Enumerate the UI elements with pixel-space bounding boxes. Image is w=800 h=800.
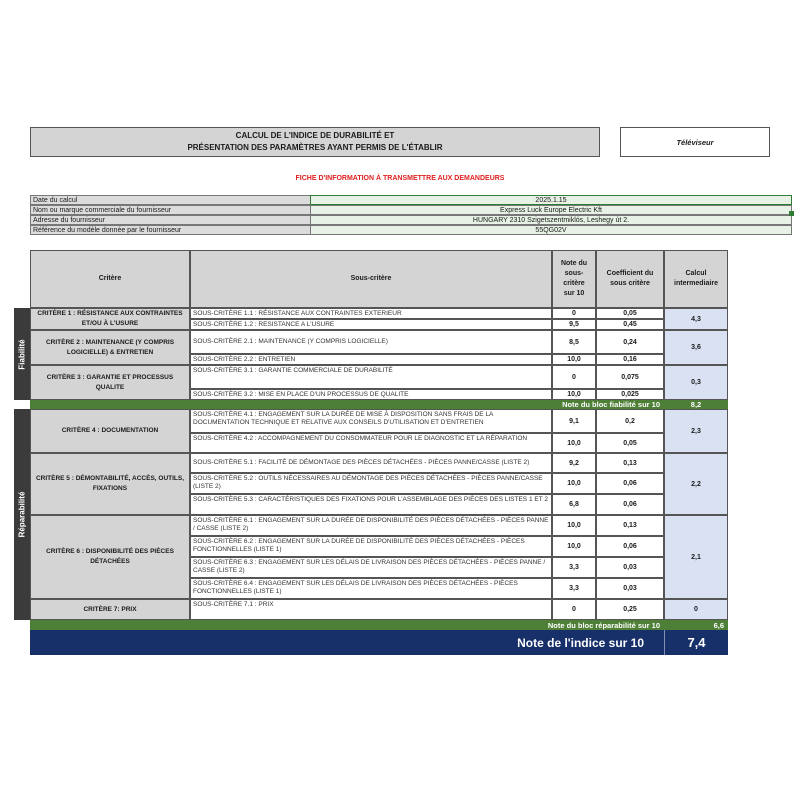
fiche-notice: FICHE D'INFORMATION À TRANSMETTRE AUX DEMANDEURS <box>295 174 505 182</box>
final-score-label: Note de l'indice sur 10 <box>30 630 664 655</box>
calc-criterion-1[interactable]: 4,3 <box>664 308 728 330</box>
header-sous-critere: Sous-critère <box>190 250 552 308</box>
coef-3-2[interactable]: 0,025 <box>596 389 664 400</box>
coef-5-2[interactable]: 0,06 <box>596 473 664 494</box>
info-row-date <box>30 195 792 205</box>
subcriterion-6-4: SOUS-CRITÈRE 6.4 : ENGAGEMENT SUR LES DÉLAIS DE LIVRAISON DES PIÈCES DÉTACHÉES - PIÈCES FONCTIONNELLES (LISTE 1) <box>190 578 552 599</box>
coef-3-1[interactable]: 0,075 <box>596 365 664 389</box>
subcriterion-6-1: SOUS-CRITÈRE 6.1 : ENGAGEMENT SUR LA DURÉE DE DISPONIBILITÉ DES PIÈCES DÉTACHÉES - PIÈCES PANNE / CASSE (LISTE 2) <box>190 515 552 536</box>
info-row-address <box>30 215 792 225</box>
note-4-2[interactable]: 10,0 <box>552 433 596 453</box>
note-3-2[interactable]: 10,0 <box>552 389 596 400</box>
calc-criterion-7[interactable]: 0 <box>664 599 728 620</box>
subcriterion-4-2: SOUS-CRITÈRE 4.2 : ACCOMPAGNEMENT DU CONSOMMATEUR POUR LE DIAGNOSTIC ET LA RÉPARATION <box>190 433 552 453</box>
subcriterion-5-3: SOUS-CRITÈRE 5.3 : CARACTÉRISTIQUES DES FIXATIONS POUR L'ASSEMBLAGE DES PIÈCES DES LISTES 1 ET 2 <box>190 494 552 515</box>
note-6-2[interactable]: 10,0 <box>552 536 596 557</box>
coef-5-3[interactable]: 0,06 <box>596 494 664 515</box>
note-5-3[interactable]: 6,8 <box>552 494 596 515</box>
title-line-2: PRÉSENTATION DES PARAMÈTRES AYANT PERMIS DE L'ÉTABLIR <box>187 143 443 152</box>
coef-2-2[interactable]: 0,16 <box>596 354 664 365</box>
header-coef: Coefficient du sous critère <box>596 250 664 308</box>
note-1-2[interactable]: 9,5 <box>552 319 596 330</box>
reparabilite-total-value[interactable]: 6,6 <box>664 620 728 630</box>
product-type: Téléviseur <box>620 127 770 157</box>
fiabilite-total-label: Note du bloc fiabilité sur 10 <box>30 400 664 409</box>
coef-6-3[interactable]: 0,03 <box>596 557 664 578</box>
calc-criterion-6[interactable]: 2,1 <box>664 515 728 599</box>
subcriterion-5-1: SOUS-CRITÈRE 5.1 : FACILITÉ DE DÉMONTAGE DES PIÈCES DÉTACHÉES - PIÈCES PANNE/CASSE (LISTE 2) <box>190 453 552 473</box>
calc-criterion-2[interactable]: 3,6 <box>664 330 728 365</box>
info-label: Date du calcul <box>30 195 310 205</box>
header-calc: Calcul intermediaire <box>664 250 728 308</box>
subcriterion-5-2: SOUS-CRITÈRE 5.2 : OUTILS NÉCESSAIRES AU DÉMONTAGE DES PIÈCES DÉTACHÉES - PIÈCES PANNE/CASSE (LISTE 2) <box>190 473 552 494</box>
reparabilite-total-label: Note du bloc réparabilité sur 10 <box>30 620 664 630</box>
criterion-3: CRITÈRE 3 : GARANTIE ET PROCESSUS QUALITE <box>30 365 190 400</box>
info-label: Adresse du fournisseur <box>30 215 310 225</box>
note-2-1[interactable]: 8,5 <box>552 330 596 354</box>
final-score-value[interactable]: 7,4 <box>664 630 728 655</box>
calc-criterion-5[interactable]: 2,2 <box>664 453 728 515</box>
criterion-5: CRITÈRE 5 : DÉMONTABILITÉ, ACCÈS, OUTILS, FIXATIONS <box>30 453 190 515</box>
note-5-2[interactable]: 10,0 <box>552 473 596 494</box>
header-note: Note du sous-critère sur 10 <box>552 250 596 308</box>
coef-1-2[interactable]: 0,45 <box>596 319 664 330</box>
info-row-model <box>30 225 792 235</box>
coef-2-1[interactable]: 0,24 <box>596 330 664 354</box>
note-6-3[interactable]: 3,3 <box>552 557 596 578</box>
block-label-fiabilite: Fiabilité <box>14 308 30 400</box>
info-label: Référence du modèle donnée par le fournisseur <box>30 225 310 235</box>
header-critere: Critère <box>30 250 190 308</box>
coef-5-1[interactable]: 0,13 <box>596 453 664 473</box>
fill-handle[interactable] <box>789 211 794 216</box>
block-label-reparabilite: Réparabilité <box>14 409 30 620</box>
coef-4-1[interactable]: 0,2 <box>596 409 664 433</box>
info-value-cell[interactable]: 55QG02V <box>310 225 792 235</box>
note-4-1[interactable]: 9,1 <box>552 409 596 433</box>
subcriterion-4-1: SOUS-CRITÈRE 4.1 : ENGAGEMENT SUR LA DURÉE DE MISE À DISPOSITION SANS FRAIS DE LA DOCUMENTATION TECHNIQUE ET RELATIVE AUX CONSEILS D'UTILISATION ET D'ENTRETIEN <box>190 409 552 433</box>
note-5-1[interactable]: 9,2 <box>552 453 596 473</box>
document-title <box>30 127 600 157</box>
info-value-selected-cell[interactable]: 2025.1.15 <box>310 195 792 205</box>
coef-6-2[interactable]: 0,06 <box>596 536 664 557</box>
coef-6-1[interactable]: 0,13 <box>596 515 664 536</box>
note-6-1[interactable]: 10,0 <box>552 515 596 536</box>
calc-criterion-3[interactable]: 0,3 <box>664 365 728 400</box>
note-3-1[interactable]: 0 <box>552 365 596 389</box>
subcriterion-2-1: SOUS-CRITÈRE 2.1 : MAINTENANCE (Y COMPRIS LOGICIELLE) <box>190 330 552 354</box>
subcriterion-1-2: SOUS-CRITÈRE 1.2 : RESISTANCE A L'USURE <box>190 319 552 330</box>
note-7-1[interactable]: 0 <box>552 599 596 620</box>
criterion-1: CRITÈRE 1 : RÉSISTANCE AUX CONTRAINTES ET/OU À L'USURE <box>30 308 190 330</box>
fiabilite-total-value[interactable]: 8,2 <box>664 400 728 409</box>
coef-1-1[interactable]: 0,05 <box>596 308 664 319</box>
criterion-6: CRITÈRE 6 : DISPONIBILITÉ DES PIÈCES DÉTACHÉES <box>30 515 190 599</box>
criterion-2: CRITÈRE 2 : MAINTENANCE (Y COMPRIS LOGICIELLE) & ENTRETIEN <box>30 330 190 365</box>
info-value-cell[interactable]: HUNGARY 2310 Szigetszentmiklós, Leshegy út 2. <box>310 215 792 225</box>
note-6-4[interactable]: 3,3 <box>552 578 596 599</box>
info-row-supplier <box>30 205 792 215</box>
calc-criterion-4[interactable]: 2,3 <box>664 409 728 453</box>
criterion-4: CRITÈRE 4 : DOCUMENTATION <box>30 409 190 453</box>
info-value-cell[interactable]: Express Luck Europe Electric Kft <box>310 205 792 215</box>
subcriterion-6-3: SOUS-CRITÈRE 6.3 : ENGAGEMENT SUR LES DÉLAIS DE LIVRAISON DES PIÈCES DÉTACHÉES - PIÈCES PANNE / CASSE (LISTE 2) <box>190 557 552 578</box>
subcriterion-2-2: SOUS-CRITÈRE 2.2 : ENTRETIEN <box>190 354 552 365</box>
subcriterion-3-2: SOUS-CRITÈRE 3.2 : MISE EN PLACE D'UN PROCESSUS DE QUALITE <box>190 389 552 400</box>
info-label: Nom ou marque commerciale du fournisseur <box>30 205 310 215</box>
subcriterion-7-1: SOUS-CRITÈRE 7.1 : PRIX <box>190 599 552 620</box>
subcriterion-6-2: SOUS-CRITÈRE 6.2 : ENGAGEMENT SUR LA DURÉE DE DISPONIBILITÉ DES PIÈCES DÉTACHÉES - PIÈCES FONCTIONNELLES (LISTE 1) <box>190 536 552 557</box>
coef-7-1[interactable]: 0,25 <box>596 599 664 620</box>
subcriterion-3-1: SOUS-CRITÈRE 3.1 : GARANTIE COMMERCIALE DE DURABILITÉ <box>190 365 552 389</box>
title-line-1: CALCUL DE L'INDICE DE DURABILITÉ ET <box>235 131 395 140</box>
subcriterion-1-1: SOUS-CRITÈRE 1.1 : RÉSISTANCE AUX CONTRAINTES EXTERIEUR <box>190 308 552 319</box>
coef-6-4[interactable]: 0,03 <box>596 578 664 599</box>
criterion-7: CRITÈRE 7: PRIX <box>30 599 190 620</box>
note-2-2[interactable]: 10,0 <box>552 354 596 365</box>
note-1-1[interactable]: 0 <box>552 308 596 319</box>
coef-4-2[interactable]: 0,05 <box>596 433 664 453</box>
